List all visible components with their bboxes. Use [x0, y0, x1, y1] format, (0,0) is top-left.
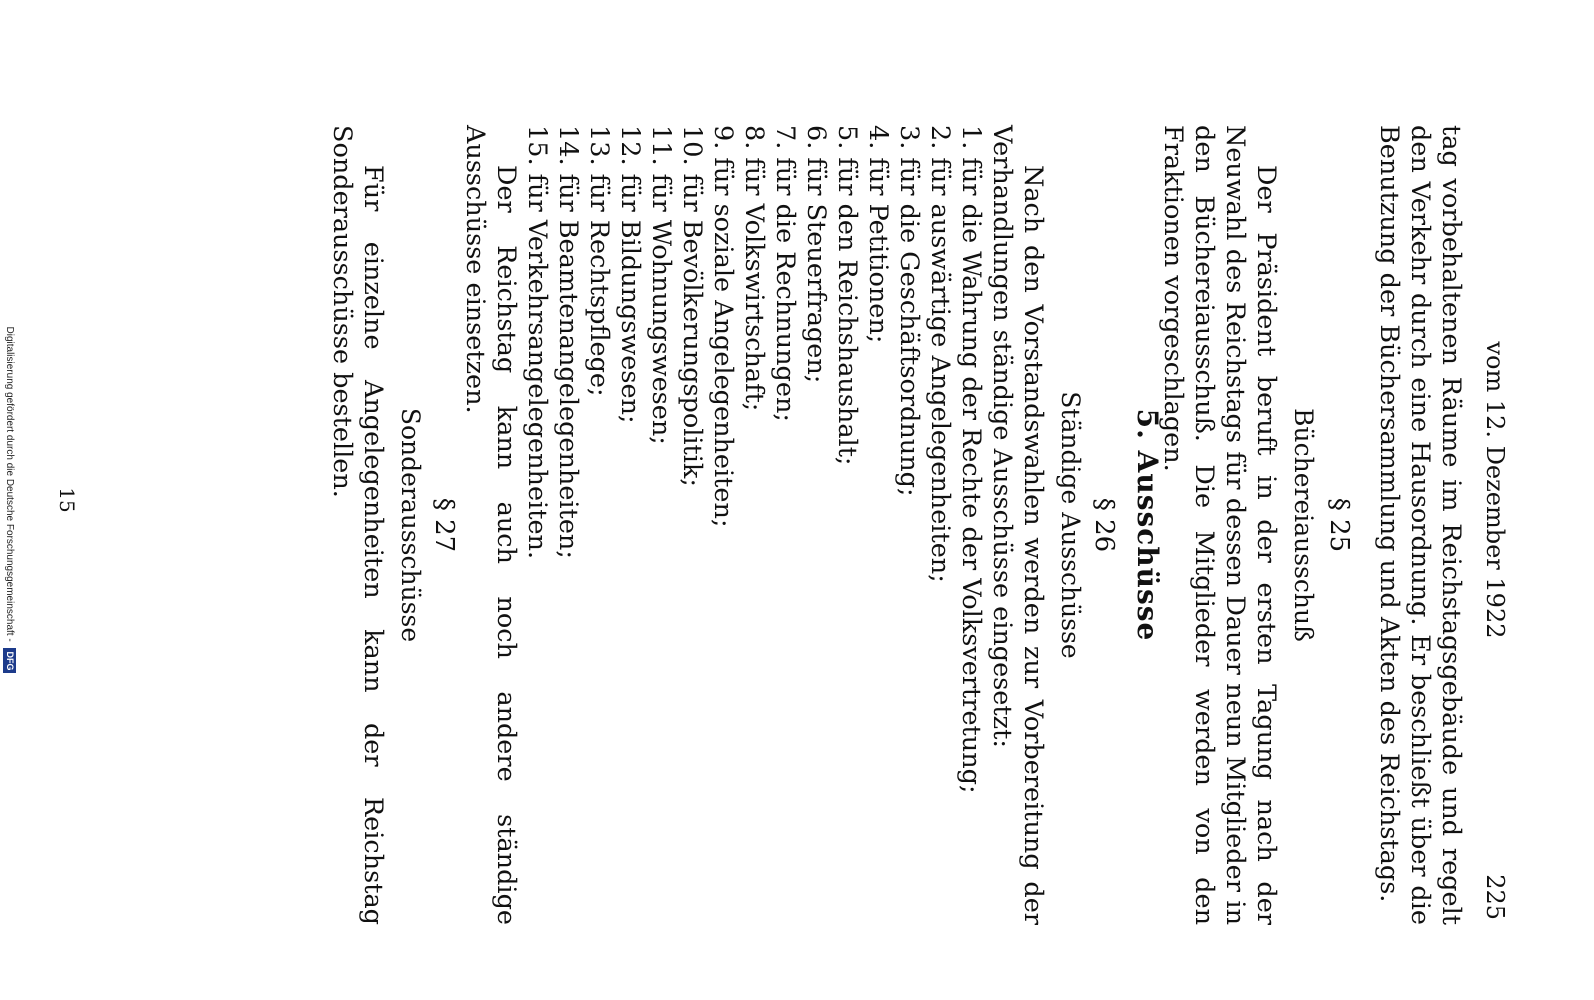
section-25-title: Büchereiausschuß [1289, 408, 1318, 642]
section-25-number: § 25 [1324, 497, 1354, 553]
list-item: 12. für Bildungswesen; [615, 125, 645, 424]
digitization-credit [0, 0, 16, 1000]
list-item: 5. für den Reichshaushalt; [832, 125, 862, 466]
list-item: 3. für die Geschäftsordnung; [894, 125, 924, 497]
list-item: 7. für die Rechnungen; [770, 125, 800, 422]
section-27 [326, 125, 459, 925]
footer-page-number: 15 [55, 487, 79, 513]
section-25 [1157, 125, 1354, 925]
section-26-number: § 26 [1089, 497, 1119, 553]
section-25-text: Der Präsident beruft in der ersten Tagung nach der Neuwahl des Reichstags für dessen Dauer neun Mitglieder in den Büchereiausschuß. Die Mitglieder werden von den Fraktionen vorgeschlagen. [1158, 125, 1281, 925]
list-item: 11. für Wohnungswesen; [646, 125, 676, 445]
section-26-title: Ständige Ausschüsse [1056, 391, 1085, 659]
section-26-closing: Der Reichstag kann auch noch andere ständige Ausschüsse einsetzen. [460, 125, 521, 925]
list-item: 8. für Volkswirtschaft; [739, 125, 769, 412]
section-27-text: Für einzelne Angelegenheiten kann der Reichstag Sonderausschüsse bestellen. [327, 125, 388, 925]
top-paragraph: tag vorbehaltenen Räume im Reichstagsgebäude und regelt den Verkehr durch eine Hausordnung. Er beschließt über die Benutzung der Büchersammlung und Akten des Reichstags. [1374, 125, 1466, 925]
list-item: 13. für Rechtspflege; [584, 125, 614, 397]
list-item: 6. für Steuerfragen; [801, 125, 831, 384]
list-item: 1. für die Wahrung der Rechte der Volksvertretung; [956, 125, 986, 794]
header-page-number: 225 [1481, 874, 1509, 920]
section-26-intro: Nach den Vorstandswahlen werden zur Vorbereitung der Verhandlungen ständige Ausschüsse eingesetzt: [987, 125, 1048, 925]
chapter-heading: 5. Ausschüsse [1131, 408, 1164, 642]
list-item: 15. für Verkehrsangelegenheiten. [522, 125, 552, 560]
section-26 [459, 125, 1119, 925]
list-item: 10. für Bevölkerungspolitik; [677, 125, 707, 487]
section-27-number: § 27 [429, 497, 459, 553]
list-item: 9. für soziale Angelegenheiten; [708, 125, 738, 528]
committee-list [521, 125, 986, 925]
list-item: 4. für Petitionen; [863, 125, 893, 344]
credit-text: Digitalisierung gefördert durch die Deutsche Forschungsgemeinschaft - [3, 326, 15, 642]
header-date: vom 12. Dezember 1922 [1481, 341, 1509, 639]
list-item: 14. für Beamtenangelegenheiten; [553, 125, 583, 559]
section-27-title: Sonderausschüsse [396, 407, 425, 643]
page-header [1479, 30, 1509, 950]
chapter-heading-block [1131, 125, 1164, 925]
dfg-logo: DFG [3, 648, 16, 673]
list-item: 2. für auswärtige Angelegenheiten; [925, 125, 955, 583]
